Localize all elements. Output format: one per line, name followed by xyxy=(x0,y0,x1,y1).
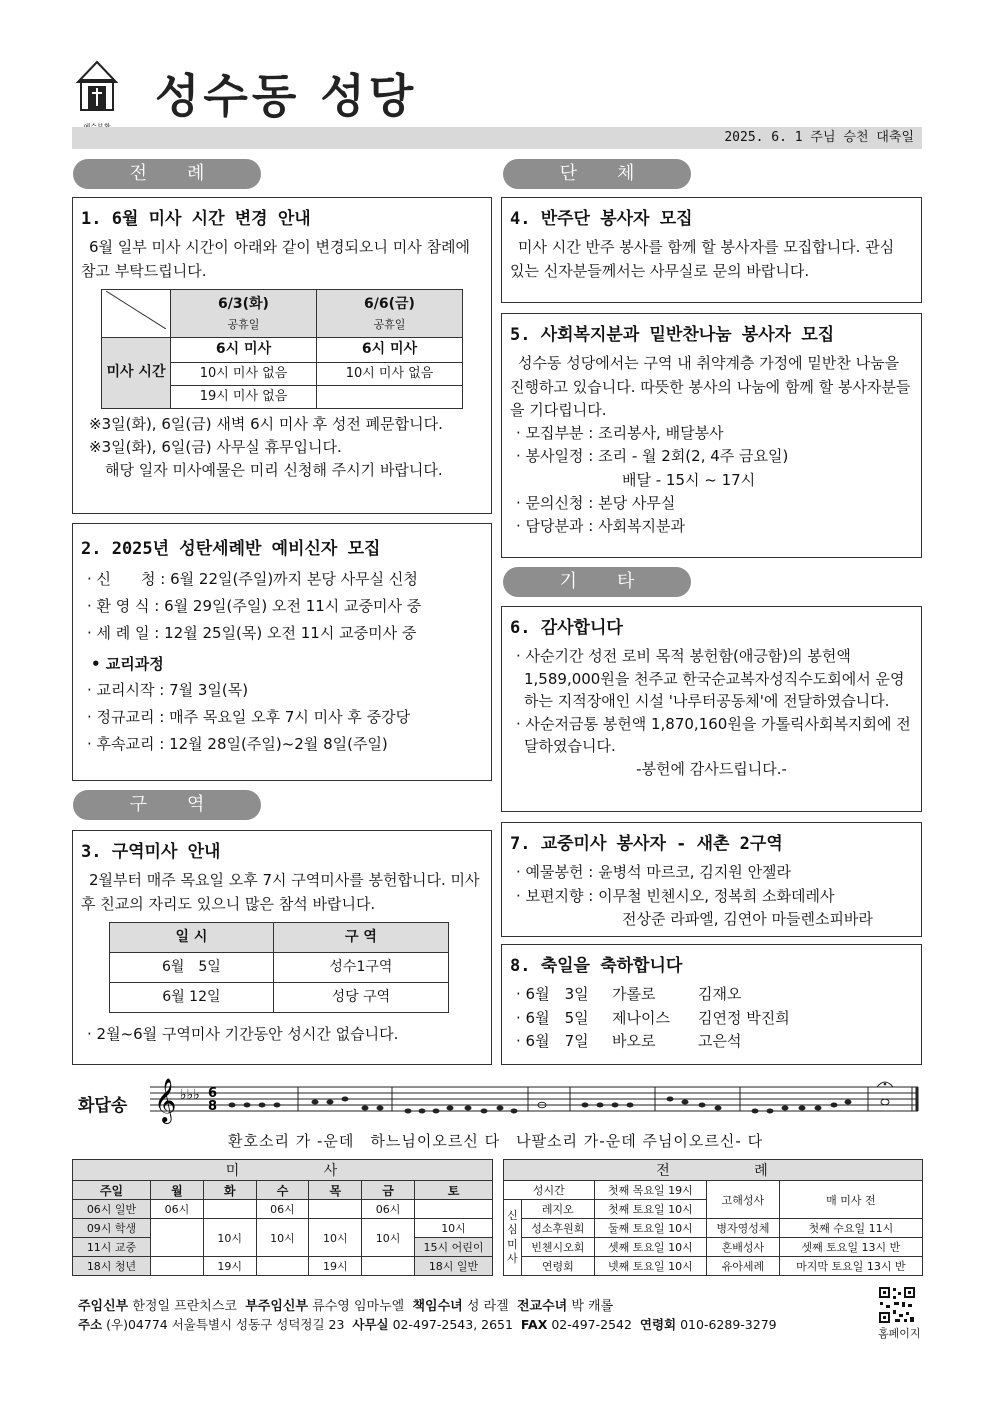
cell-date: 6월 5일 xyxy=(110,952,274,982)
table-corner xyxy=(102,289,171,337)
subheading: • 교리과정 xyxy=(91,655,164,674)
notice-district-mass xyxy=(72,830,492,1065)
pastor-name: 한정일 프란치스코 xyxy=(132,1299,237,1314)
cell-r2c2: 10시 미사 없음 xyxy=(317,362,463,385)
psalm-label: 화답송 xyxy=(78,1096,128,1116)
notice-title: 2. 2025년 성탄세례반 예비신자 모집 xyxy=(81,539,381,559)
thu-slot-empty xyxy=(309,1200,362,1219)
notice-catechumen xyxy=(72,523,492,781)
day-wed: 수 xyxy=(256,1181,309,1200)
qr-code-icon[interactable] xyxy=(878,1286,916,1324)
label-office: 사무실 xyxy=(352,1317,389,1332)
thu-slot: 10시 xyxy=(309,1219,362,1257)
notice-title: 5. 사회복지분과 밑반찬나눔 봉사자 모집 xyxy=(510,325,835,345)
note-2: ※3일(화), 6일(금) 사무실 휴무입니다. xyxy=(89,438,342,457)
cell-r2c1: 10시 미사 없음 xyxy=(171,362,317,385)
right-label: 병자영성체 xyxy=(707,1219,780,1238)
label-funeral: 연령회 xyxy=(639,1317,677,1332)
notice-accompanist xyxy=(501,197,922,303)
fri-slot-empty xyxy=(362,1257,415,1276)
sister-name: 성 라겔 xyxy=(466,1299,509,1314)
mon-slot: 06시 xyxy=(151,1200,204,1219)
cell-date: 6월 12일 xyxy=(110,982,274,1012)
mon-slot-empty xyxy=(151,1219,204,1257)
notice-welfare xyxy=(501,313,922,558)
homepage-label: 홈페이지 xyxy=(878,1327,921,1340)
devotion-time: 넷째 토요일 10시 xyxy=(594,1257,706,1276)
day-sun: 주일 xyxy=(73,1181,151,1200)
section-groups: 단체 xyxy=(503,159,691,189)
thanks-para-2: · 사순저금통 봉헌액 1,870,160원을 가톨릭사회복지회에 전달하였습니다. xyxy=(516,714,911,756)
mass-title: 미 사 xyxy=(73,1160,493,1181)
fax-number: 02-497-2542 xyxy=(551,1317,632,1332)
feast-saint: 가롤로 xyxy=(612,985,656,1004)
date-bar: 2025. 6. 1 주님 승천 대축일 xyxy=(72,127,922,149)
feast-names: 고은석 xyxy=(698,1031,742,1050)
feast-row xyxy=(510,1007,913,1030)
list-item: · 교리시작 : 7월 3일(목) xyxy=(87,680,249,699)
footer-contact xyxy=(78,1315,777,1333)
page-title: 성수동 성당 xyxy=(155,69,418,123)
notice-body: 성수동 성당에서는 구역 내 취약계층 가정에 밑반찬 나눔을 진행하고 있습니다. 따뜻한 봉사의 나눔에 함께 할 봉사자분들을 기다립니다. xyxy=(510,354,911,419)
right-label: 유아세례 xyxy=(707,1257,780,1276)
col1-sub: 공휴일 xyxy=(227,317,260,331)
label-address: 주소 xyxy=(78,1317,103,1332)
church-logo xyxy=(76,60,118,120)
section-other: 기타 xyxy=(503,567,691,597)
list-item: · 세 례 일 : 12월 25일(목) 오전 11시 교중미사 중 xyxy=(87,624,417,643)
liturgy-title: 전 례 xyxy=(504,1160,923,1181)
list-item: · 신 청 : 6월 22일(주일)까지 본당 사무실 신청 xyxy=(87,570,418,589)
notice-intro: 6월 일부 미사 시간이 아래와 같이 변경되오니 미사 참례에 참고 부탁드립니다. xyxy=(81,238,470,280)
notice-feast xyxy=(501,944,922,1065)
devotion-group: 연령회 xyxy=(522,1257,595,1276)
day-mon: 월 xyxy=(151,1181,204,1200)
feast-date: · 6월 7일 xyxy=(516,1031,589,1050)
notice-mass-time xyxy=(72,197,492,514)
list-item: · 환 영 식 : 6월 29일(주일) 오전 11시 교중미사 중 xyxy=(87,597,422,616)
tue-slot-empty xyxy=(203,1200,256,1219)
devotion-time: 첫째 토요일 10시 xyxy=(594,1200,706,1219)
right-label: 혼배성사 xyxy=(707,1238,780,1257)
list-item: · 예물봉헌 : 윤병석 마르코, 김지원 안젤라 xyxy=(516,863,792,882)
cell-r3c1: 19시 미사 없음 xyxy=(171,385,317,408)
cell-r3c2 xyxy=(317,385,463,408)
right-time: 셋째 토요일 13시 반 xyxy=(779,1238,922,1257)
holy-hour-label: 성시간 xyxy=(504,1181,595,1200)
label-sister: 책임수녀 xyxy=(412,1299,463,1314)
holy-hour-time: 첫째 목요일 19시 xyxy=(594,1181,706,1200)
svg-text:6: 6 xyxy=(208,1086,218,1101)
header-date: 일 시 xyxy=(110,922,274,952)
notice-title: 6. 감사합니다 xyxy=(510,618,623,638)
notice-thanks xyxy=(501,606,922,812)
devotion-group: 성소후원회 xyxy=(522,1219,595,1238)
tue-slot: 19시 xyxy=(203,1257,256,1276)
sun-slot: 06시 일반 xyxy=(73,1200,151,1219)
note-1: ※3일(화), 6일(금) 새벽 6시 미사 후 성전 폐문합니다. xyxy=(89,414,443,433)
wed-slot: 10시 xyxy=(256,1219,309,1257)
notice-title: 7. 교중미사 봉사자 - 새촌 2구역 xyxy=(510,834,783,854)
row-label: 미사 시간 xyxy=(102,337,171,408)
label-mission-sister: 전교수녀 xyxy=(516,1299,568,1314)
feast-saint: 바오로 xyxy=(612,1031,656,1050)
mass-schedule-table xyxy=(72,1159,493,1276)
devotion-group: 레지오 xyxy=(522,1200,595,1219)
sun-slot: 09시 학생 xyxy=(73,1219,151,1238)
day-fri: 금 xyxy=(362,1181,415,1200)
cell-district: 성수1구역 xyxy=(273,952,448,982)
office-phone: 02-497-2543, 2651 xyxy=(392,1317,513,1332)
fri-slot: 10시 xyxy=(362,1219,415,1257)
cell-r1c2: 6시 미사 xyxy=(317,337,463,362)
sat-slot: 18시 일반 xyxy=(415,1257,493,1276)
feast-date: · 6월 3일 xyxy=(516,985,589,1004)
svg-text:𝄞: 𝄞 xyxy=(154,1078,177,1122)
devotion-time: 둘째 토요일 10시 xyxy=(594,1219,706,1238)
feast-date: · 6월 5일 xyxy=(516,1008,589,1027)
col2-header: 6/6(금) xyxy=(364,296,415,313)
feast-names: 김재오 xyxy=(698,985,742,1004)
footer-staff xyxy=(78,1295,613,1314)
wed-slot-empty xyxy=(256,1257,309,1276)
fri-slot: 06시 xyxy=(362,1200,415,1219)
notice-title: 8. 축일을 축하합니다 xyxy=(510,956,683,976)
label-fax: FAX xyxy=(520,1317,548,1332)
day-tue: 화 xyxy=(203,1181,256,1200)
sat-slot-empty xyxy=(415,1200,493,1219)
district-note: · 2월~6월 구역미사 기간동안 성시간 없습니다. xyxy=(87,1024,399,1043)
col1-header: 6/3(화) xyxy=(218,296,269,313)
thanks-closing: -봉헌에 감사드립니다.- xyxy=(636,759,787,778)
list-item: · 모집부분 : 조리봉사, 배달봉사 xyxy=(516,424,724,443)
wed-slot: 06시 xyxy=(256,1200,309,1219)
notice-intro: 2월부터 매주 목요일 오후 7시 구역미사를 봉헌합니다. 미사 후 친교의 자리도 있으니 많은 참석 바랍니다. xyxy=(81,871,480,913)
cell-district: 성당 구역 xyxy=(273,982,448,1012)
list-item: · 후속교리 : 12월 28일(주일)~2월 8일(주일) xyxy=(87,734,388,753)
music-staff xyxy=(150,1075,920,1125)
assistant-name: 류수영 임마누엘 xyxy=(312,1299,405,1314)
feast-saint: 제나이스 xyxy=(612,1008,670,1027)
psalm-lyrics: 환호소리 가 -운데 하느님이오르신 다 나팔소리 가-운데 주님이오르신- 다 xyxy=(228,1132,764,1150)
devotion-label: 신심미사 xyxy=(504,1200,522,1276)
col2-sub: 공휴일 xyxy=(373,317,406,331)
list-item: · 담당분과 : 사회복지분과 xyxy=(516,517,686,536)
sun-slot: 18시 청년 xyxy=(73,1257,151,1276)
right-time: 마지막 토요일 13시 반 xyxy=(779,1257,922,1276)
devotion-group: 빈첸시오회 xyxy=(522,1238,595,1257)
mon-slot-empty xyxy=(151,1257,204,1276)
list-item: · 보편지향 : 이무철 빈첸시오, 정복희 소화데레사 xyxy=(516,886,835,905)
right-label: 고해성사 xyxy=(707,1181,780,1219)
list-item: · 봉사일정 : 조리 - 월 2회(2, 4주 금요일) xyxy=(516,447,789,466)
header-district: 구 역 xyxy=(273,922,448,952)
day-sat: 토 xyxy=(415,1181,493,1200)
sun-slot: 11시 교중 xyxy=(73,1238,151,1257)
right-time: 매 미사 전 xyxy=(779,1181,922,1219)
tue-slot: 10시 xyxy=(203,1219,256,1257)
address: (우)04774 서울특별시 성동구 성덕정길 23 xyxy=(106,1317,345,1332)
label-pastor: 주임신부 xyxy=(78,1299,129,1314)
list-item: · 문의신청 : 본당 사무실 xyxy=(516,493,676,512)
liturgy-schedule-table xyxy=(503,1159,923,1276)
feast-row xyxy=(510,983,913,1006)
note-3: 해당 일자 미사예물은 미리 신청해 주시기 바랍니다. xyxy=(105,461,443,480)
feast-row xyxy=(510,1030,913,1053)
notice-servers xyxy=(501,822,922,937)
svg-text:8: 8 xyxy=(208,1099,218,1114)
svg-text:♭♭♭: ♭♭♭ xyxy=(180,1087,200,1103)
mission-sister-name: 박 캐롤 xyxy=(571,1299,614,1314)
thanks-para-1: · 사순기간 성전 로비 목적 봉헌함(애긍함)의 봉헌액 1,589,000원을 천주교 한국순교복자성직수도회에서 운영하는 지적장애인 시설 '나루터공동체'에 전달하였습니다. xyxy=(516,647,905,711)
sat-slot: 15시 어린이 xyxy=(415,1238,493,1257)
list-item: · 정규교리 : 매주 목요일 오후 7시 미사 후 중강당 xyxy=(87,707,411,726)
feast-names: 김연정 박진희 xyxy=(698,1008,790,1027)
mass-change-table xyxy=(101,289,463,409)
devotion-time: 셋째 토요일 10시 xyxy=(594,1238,706,1257)
funeral-phone: 010-6289-3279 xyxy=(680,1317,777,1332)
sat-slot: 10시 xyxy=(415,1219,493,1238)
notice-body: 미사 시간 반주 봉사를 함께 할 봉사자를 모집합니다. 관심 있는 신자분들께서는 사무실로 문의 바랍니다. xyxy=(510,238,895,280)
day-thu: 목 xyxy=(309,1181,362,1200)
cell-r1c1: 6시 미사 xyxy=(171,337,317,362)
section-liturgy: 전례 xyxy=(73,159,261,189)
section-district: 구역 xyxy=(73,790,261,820)
list-item: 전상준 라파엘, 김연아 마들렌소피바라 xyxy=(622,909,873,928)
right-time: 첫째 수요일 11시 xyxy=(779,1219,922,1238)
thu-slot: 19시 xyxy=(309,1257,362,1276)
label-assistant: 부주임신부 xyxy=(245,1299,309,1314)
list-item: 배달 - 15시 ~ 17시 xyxy=(622,470,756,489)
district-table xyxy=(109,922,449,1013)
notice-title: 1. 6월 미사 시간 변경 안내 xyxy=(81,209,311,229)
notice-title: 3. 구역미사 안내 xyxy=(81,842,221,862)
notice-title: 4. 반주단 봉사자 모집 xyxy=(510,209,693,229)
